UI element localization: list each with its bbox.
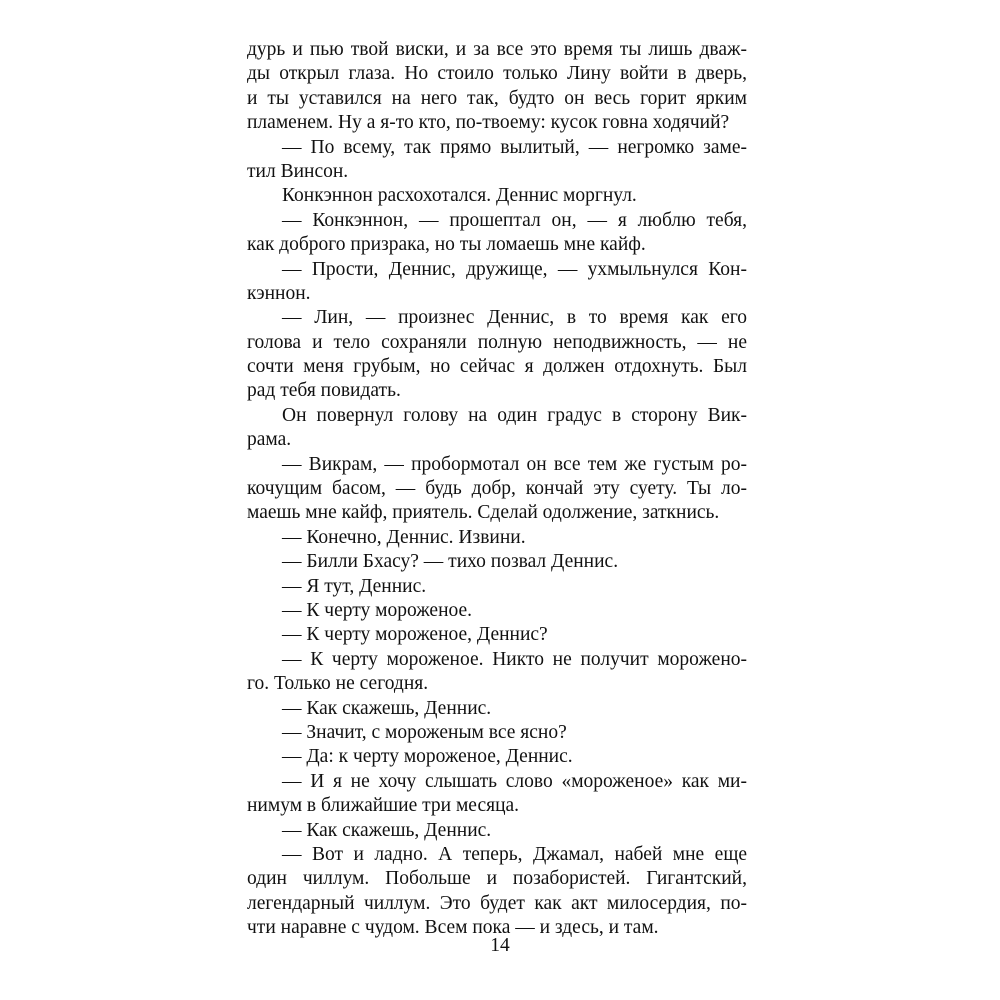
text-line: Конкэннон расхохотался. Деннис моргнул. [282, 185, 637, 207]
text-line: — Прости, Деннис, дружище, — ухмыльнулся Кон- [282, 258, 747, 280]
text-line: рама. [247, 429, 292, 451]
text-line: — Билли Бхасу? — тихо позвал Деннис. [282, 551, 619, 573]
text-line: кочущим басом, — будь добр, кончай эту суету. Ты ло- [247, 478, 747, 500]
text-line: — Конкэннон, — прошептал он, — я люблю тебя, [282, 209, 747, 231]
text-line: чти наравне с чудом. Всем пока — и здесь, и там. [247, 917, 659, 939]
text-line: пламенем. Ну а я-то кто, по-твоему: кусок говна ходячий? [247, 112, 730, 134]
text-line: легендарный чиллум. Это будет как акт милосердия, по- [247, 892, 747, 914]
text-line: — Я тут, Деннис. [282, 575, 427, 597]
text-line: голова и тело сохраняли полную неподвижность, — не [247, 331, 747, 353]
text-line: — Лин, — произнес Деннис, в то время как его [282, 307, 747, 329]
text-line: го. Только не сегодня. [247, 673, 429, 695]
text-line: — К черту мороженое, Деннис? [282, 624, 548, 646]
text-line: — Конечно, Деннис. Извини. [282, 526, 526, 548]
body-text [247, 38, 747, 940]
text-line: рад тебя повидать. [247, 380, 401, 402]
text-line: ды открыл глаза. Но стоило только Лину войти в дверь, [247, 63, 747, 85]
text-line: кэннон. [247, 282, 311, 304]
text-line: — К черту мороженое. Никто не получит морожено- [282, 648, 747, 670]
text-line: нимум в ближайшие три месяца. [247, 795, 520, 817]
text-line: сочти меня грубым, но сейчас я должен отдохнуть. Был [247, 356, 747, 378]
text-line: — Значит, с мороженым все ясно? [282, 721, 567, 743]
text-line: дурь и пью твой виски, и за все это время ты лишь дваж- [247, 39, 747, 60]
text-line: — Как скажешь, Деннис. [282, 697, 492, 719]
text-line: — Как скажешь, Деннис. [282, 819, 492, 841]
page-number: 14 [490, 935, 510, 956]
text-line: — И я не хочу слышать слово «мороженое» как ми- [282, 770, 747, 792]
text-line: — К черту мороженое. [282, 599, 473, 621]
text-line: маешь мне кайф, приятель. Сделай одолжение, заткнись. [247, 502, 720, 524]
text-line: тил Винсон. [247, 160, 349, 182]
text-line: Он повернул голову на один градус в сторону Вик- [282, 404, 747, 426]
text-line: — Викрам, — пробормотал он все тем же густым ро- [282, 453, 747, 475]
text-line: — Вот и ладно. А теперь, Джамал, набей мне еще [282, 843, 747, 865]
text-line: — Да: к черту мороженое, Деннис. [282, 746, 573, 768]
text-line: как доброго призрака, но ты ломаешь мне кайф. [247, 234, 646, 256]
text-line: и ты уставился на него так, будто он весь горит ярким [247, 87, 747, 109]
text-line: — По всему, так прямо вылитый, — негромко заме- [282, 136, 747, 158]
text-line: один чиллум. Побольше и позабористей. Гигантский, [247, 868, 747, 890]
